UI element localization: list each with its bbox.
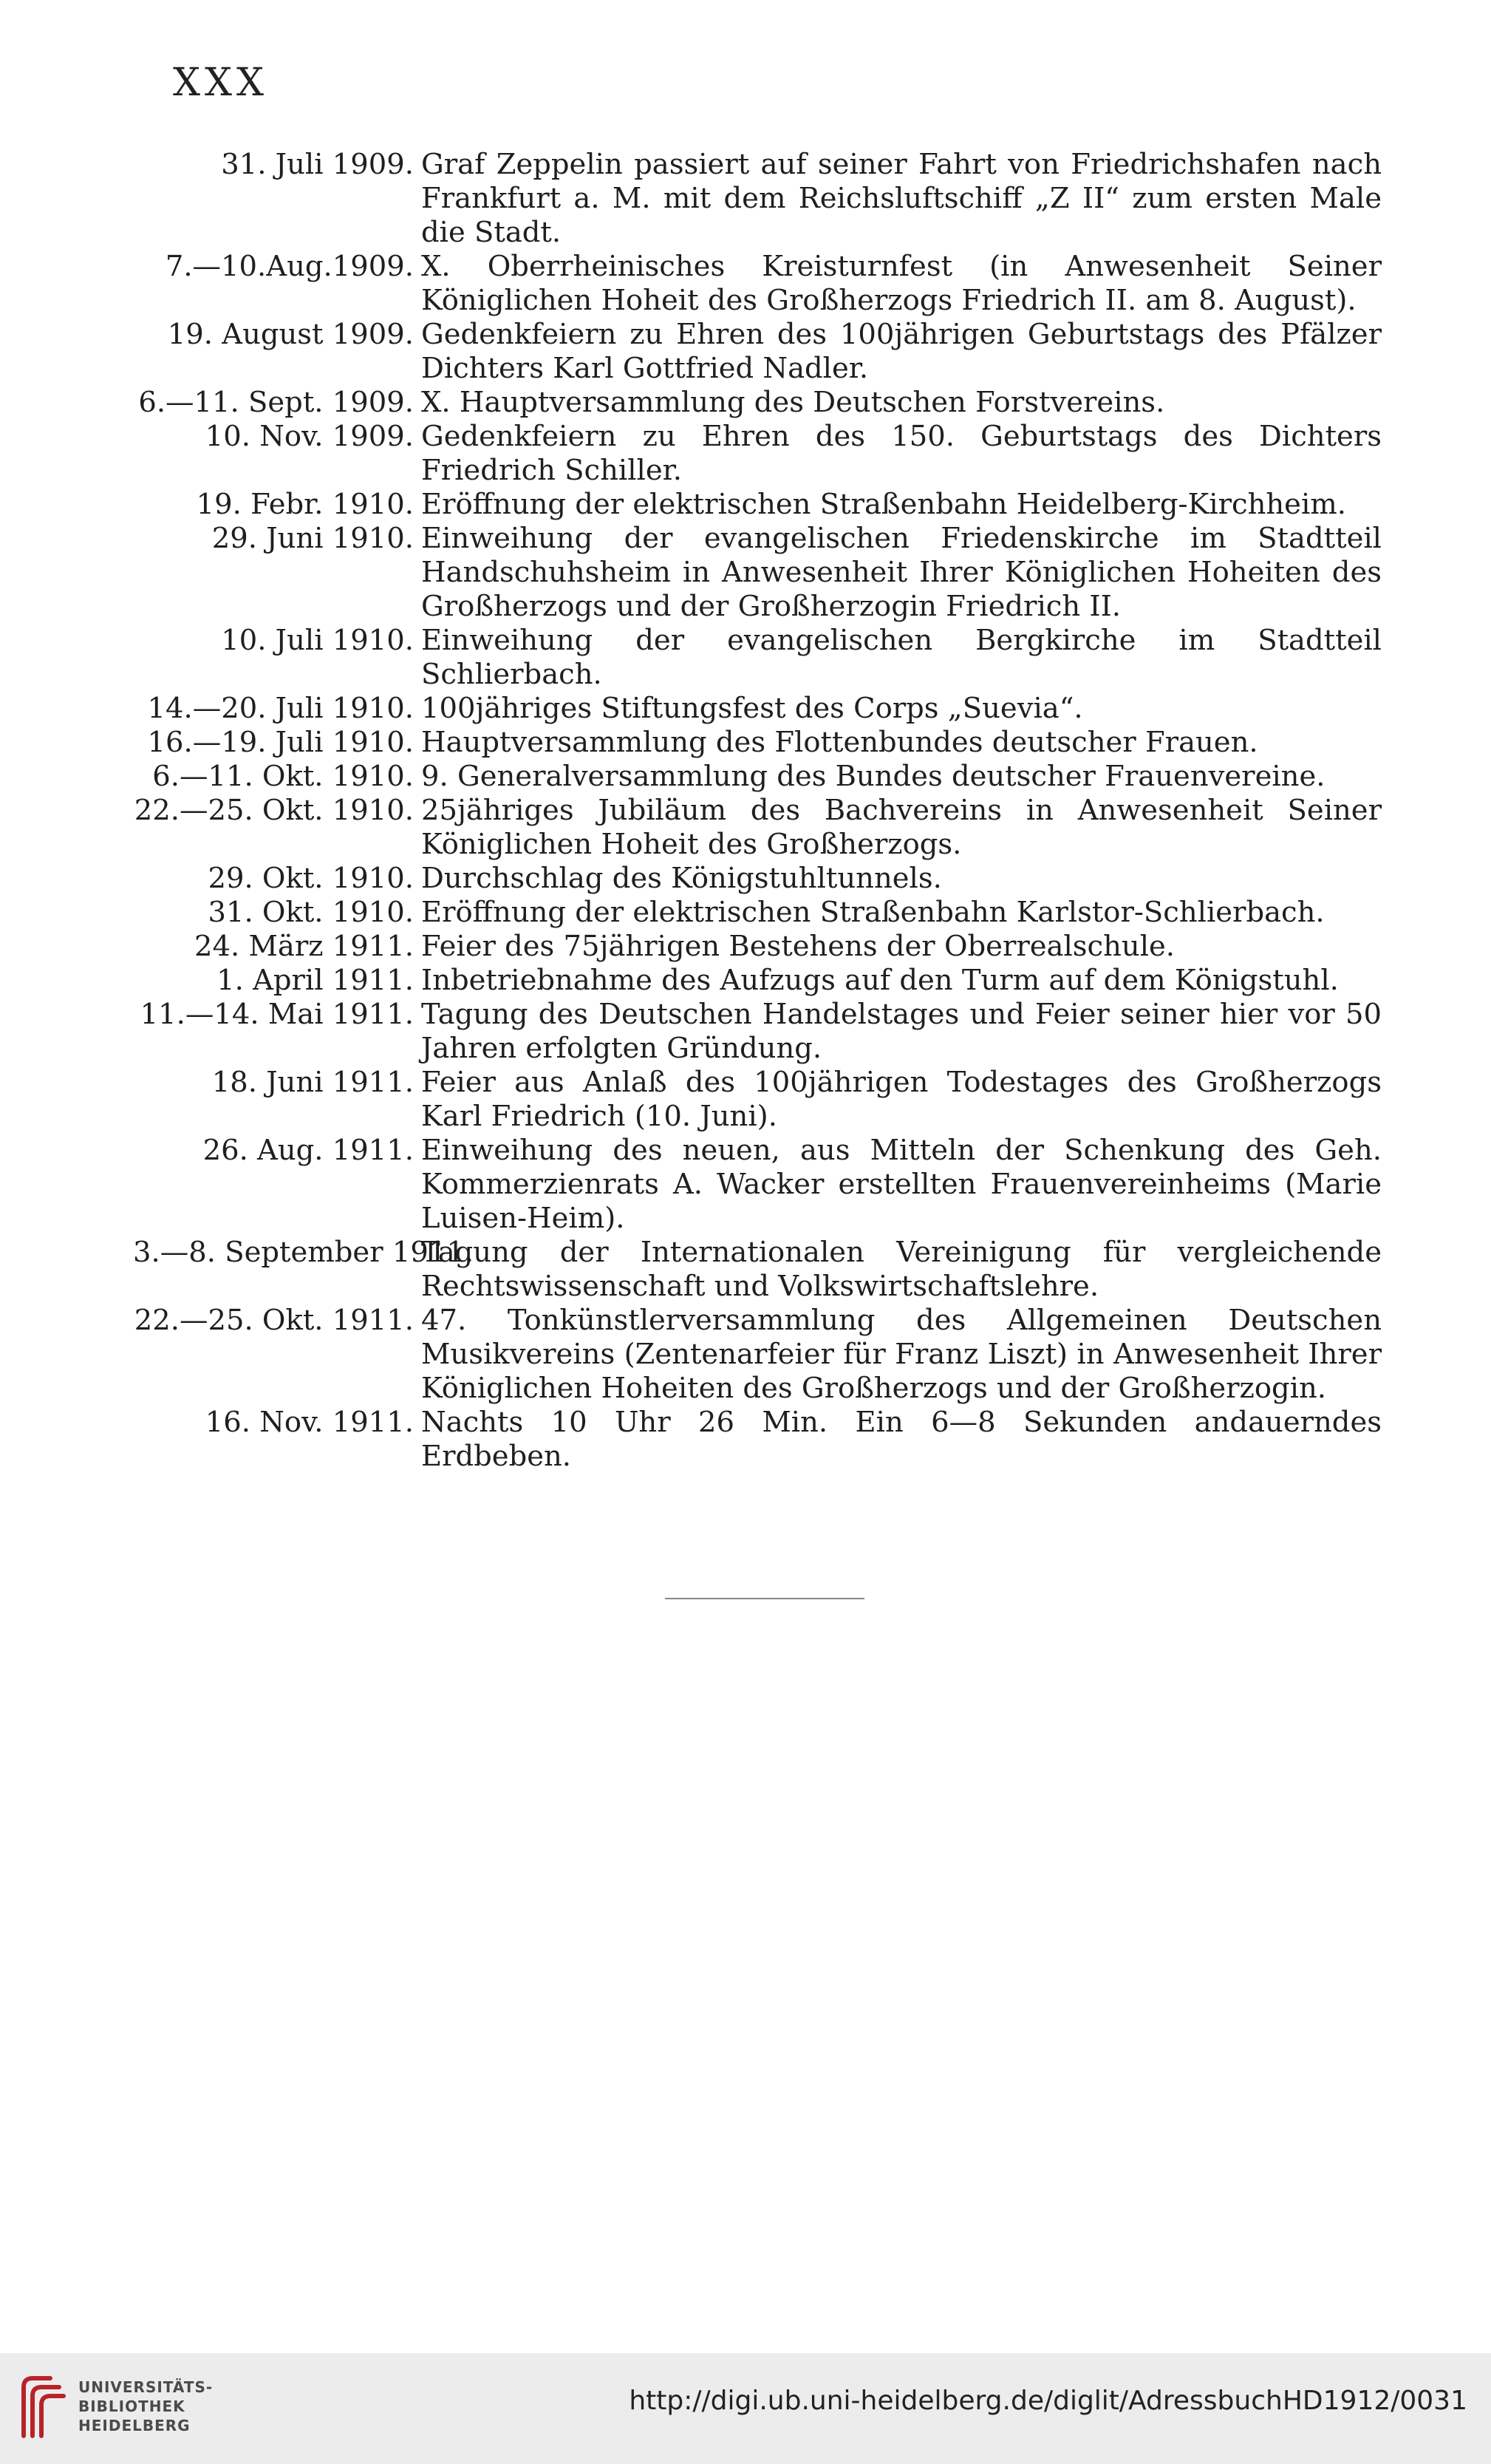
entry-date: 19. Febr. 1910.	[196, 488, 414, 521]
entry-date: 31. Okt. 1910.	[208, 896, 414, 929]
entry-date: 1. April 1911.	[216, 964, 414, 997]
chronicle-entry	[133, 726, 1382, 760]
chronicle-entry	[133, 1406, 1382, 1474]
chronicle-entry	[133, 148, 1382, 250]
chronicle-entry	[133, 998, 1382, 1066]
chronicle-entry	[133, 760, 1382, 794]
chronicle-entry	[133, 1236, 1382, 1304]
chronicle-entry	[133, 1134, 1382, 1236]
chronicle-list	[133, 148, 1382, 1474]
entry-text: X. Hauptversammlung des Deutschen Forstvereins.	[421, 386, 1165, 419]
entry-date: 3.—8. September 1911.	[133, 1236, 474, 1269]
chronicle-entry	[133, 624, 1382, 692]
chronicle-entry	[133, 930, 1382, 964]
entry-text: Tagung der Internationalen Vereinigung für vergleichende Rechtswissenschaft und Volkswirtschaftslehre.	[421, 1236, 1382, 1303]
entry-text: Nachts 10 Uhr 26 Min. Ein 6—8 Sekunden andauerndes Erdbeben.	[421, 1406, 1382, 1473]
chronicle-entry	[133, 318, 1382, 386]
library-name-line: UNIVERSITÄTS-	[78, 2378, 214, 2396]
entry-text: X. Oberrheinisches Kreisturnfest (in Anwesenheit Seiner Königlichen Hoheit des Großherzogs Friedrich II. am 8. August).	[421, 250, 1382, 317]
entry-date: 14.—20. Juli 1910.	[147, 692, 414, 725]
chronicle-entry	[133, 488, 1382, 522]
library-logo[interactable]	[16, 2372, 213, 2440]
entry-date: 31. Juli 1909.	[221, 148, 414, 181]
library-name	[78, 2378, 213, 2435]
chronicle-entry	[133, 420, 1382, 488]
entry-date: 16. Nov. 1911.	[205, 1406, 414, 1439]
entry-date: 10. Juli 1910.	[221, 624, 414, 657]
entry-date: 10. Nov. 1909.	[205, 420, 414, 453]
entry-text: Durchschlag des Königstuhltunnels.	[421, 862, 942, 895]
entry-date: 29. Okt. 1910.	[208, 862, 414, 895]
entry-text: Einweihung der evangelischen Bergkirche im Stadtteil Schlierbach.	[421, 624, 1382, 691]
section-divider	[665, 1598, 864, 1599]
chronicle-entry	[133, 896, 1382, 930]
entry-text: Feier des 75jährigen Bestehens der Oberrealschule.	[421, 930, 1176, 963]
library-logo-icon	[16, 2372, 68, 2440]
page-number: XXX	[173, 61, 269, 105]
chronicle-entry	[133, 964, 1382, 998]
entry-text: Tagung des Deutschen Handelstages und Feier seiner hier vor 50 Jahren erfolgten Gründung.	[421, 998, 1382, 1065]
chronicle-entry	[133, 1304, 1382, 1406]
source-url-link[interactable]: http://digi.ub.uni-heidelberg.de/diglit/AdressbuchHD1912/0031	[629, 2386, 1467, 2416]
library-name-line: HEIDELBERG	[78, 2417, 191, 2434]
chronicle-entry	[133, 250, 1382, 318]
entry-date: 11.—14. Mai 1911.	[140, 998, 414, 1031]
chronicle-entry	[133, 386, 1382, 420]
entry-text: Gedenkfeiern zu Ehren des 150. Geburtstags des Dichters Friedrich Schiller.	[421, 420, 1382, 487]
entry-date: 24. März 1911.	[194, 930, 414, 963]
entry-text: Einweihung des neuen, aus Mitteln der Schenkung des Geh. Kommerzienrats A. Wacker erstellten Frauenvereinheims (Marie Luisen-Heim).	[421, 1134, 1382, 1235]
entry-date: 16.—19. Juli 1910.	[147, 726, 414, 759]
entry-text: Einweihung der evangelischen Friedenskirche im Stadtteil Handschuhsheim in Anwesenheit Ihrer Königlichen Hoheiten des Großherzogs und der Großherzogin Friedrich II.	[421, 522, 1382, 623]
chronicle-entry	[133, 1066, 1382, 1134]
entry-date: 29. Juni 1910.	[211, 522, 414, 555]
entry-text: 25jähriges Jubiläum des Bachvereins in Anwesenheit Seiner Königlichen Hoheit des Großherzogs.	[421, 794, 1382, 861]
entry-text: Eröffnung der elektrischen Straßenbahn Heidelberg-Kirchheim.	[421, 488, 1347, 521]
entry-date: 26. Aug. 1911.	[202, 1134, 414, 1167]
chronicle-entry	[133, 794, 1382, 862]
entry-text: Hauptversammlung des Flottenbundes deutscher Frauen.	[421, 726, 1258, 759]
entry-text: 9. Generalversammlung des Bundes deutscher Frauenvereine.	[421, 760, 1325, 793]
entry-text: Gedenkfeiern zu Ehren des 100jährigen Geburtstags des Pfälzer Dichters Karl Gottfried Nadler.	[421, 318, 1382, 385]
footer-bar	[0, 2353, 1491, 2464]
entry-text: Eröffnung der elektrischen Straßenbahn Karlstor-Schlierbach.	[421, 896, 1325, 929]
entry-text: Graf Zeppelin passiert auf seiner Fahrt von Friedrichshafen nach Frankfurt a. M. mit dem Reichsluftschiff „Z II“ zum ersten Male die Stadt.	[421, 148, 1382, 249]
entry-date: 19. August 1909.	[167, 318, 414, 351]
entry-text: Inbetriebnahme des Aufzugs auf den Turm auf dem Königstuhl.	[421, 964, 1339, 997]
entry-date: 7.—10.Aug.1909.	[165, 250, 414, 283]
chronicle-entry	[133, 692, 1382, 726]
entry-text: 100jähriges Stiftungsfest des Corps „Suevia“.	[421, 692, 1083, 725]
entry-date: 22.—25. Okt. 1911.	[134, 1304, 414, 1337]
library-name-line: BIBLIOTHEK	[78, 2397, 185, 2415]
chronicle-entry	[133, 522, 1382, 624]
entry-date: 22.—25. Okt. 1910.	[134, 794, 414, 827]
entry-date: 6.—11. Okt. 1910.	[152, 760, 414, 793]
entry-text: Feier aus Anlaß des 100jährigen Todestages des Großherzogs Karl Friedrich (10. Juni).	[421, 1066, 1382, 1133]
entry-date: 18. Juni 1911.	[211, 1066, 414, 1099]
entry-text: 47. Tonkünstlerversammlung des Allgemeinen Deutschen Musikvereins (Zentenarfeier für Franz Liszt) in Anwesenheit Ihrer Königlichen Hoheiten des Großherzogs und der Großherzogin.	[421, 1304, 1382, 1405]
entry-date: 6.—11. Sept. 1909.	[138, 386, 414, 419]
chronicle-entry	[133, 862, 1382, 896]
